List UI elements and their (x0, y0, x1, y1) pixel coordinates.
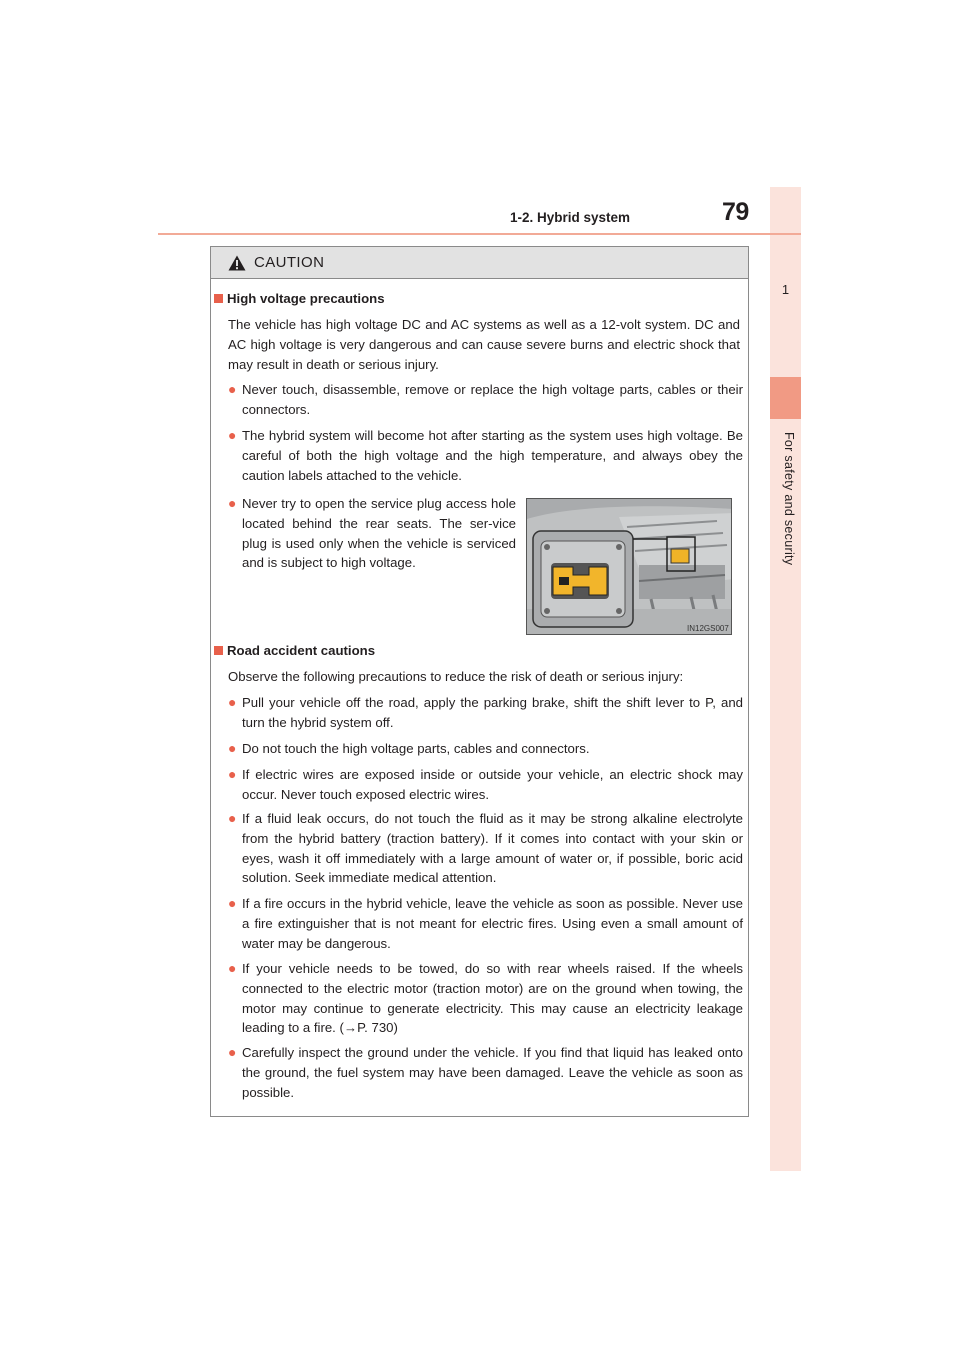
chapter-side-tab (770, 187, 801, 1171)
list-item: ● If a fire occurs in the hybrid vehicle, leave the vehicle as soon as possible. Never use a fire extinguisher that is not meant for electric fires. Using even a small amount of water may be dangerous. (228, 895, 743, 951)
bullet-dot-icon: ● (228, 694, 237, 710)
list-item: ● Do not touch the high voltage parts, cables and connectors. (228, 739, 743, 759)
heading-high-voltage: High voltage precautions (214, 289, 385, 309)
chapter-title: For safety and security (782, 432, 796, 566)
caution-header (211, 247, 748, 279)
high-voltage-intro: The vehicle has high voltage DC and AC systems as well as a 12-volt system. DC and AC high voltage is very dangerous and can cause severe burns and electric shock that may result in death or serious injury. (228, 317, 740, 372)
list-item: ● Pull your vehicle off the road, apply the parking brake, shift the shift lever to P, and turn the hybrid system off. (228, 694, 743, 730)
list-item: ● Never touch, disassemble, remove or replace the high voltage parts, cables or their connectors. (228, 381, 743, 417)
bullet-dot-icon: ● (228, 740, 237, 756)
list-item: ● If a fluid leak occurs, do not touch the fluid as it may be strong alkaline electrolyte from the hybrid battery (traction battery). If it comes into contact with your skin or eyes, wash it off immediately with a large amount of water or, if possible, boric acid solution. Seek immediate medical attention. (228, 810, 743, 886)
square-bullet-icon (214, 646, 223, 655)
caution-title: CAUTION (254, 254, 325, 271)
page-number: 79 (722, 198, 749, 226)
road-accident-intro: Observe the following precautions to reduce the risk of death or serious injury: (228, 669, 684, 684)
section-title: 1-2. Hybrid system (510, 210, 631, 225)
list-item: ● If your vehicle needs to be towed, do so with rear wheels raised. If the wheels connected to the electric motor (traction motor) are on the ground when towing, the motor may continue to generate electricity. This may cause an electricity leakage leading to a fire. (→P. 730) (228, 960, 743, 1036)
bullet-dot-icon: ● (228, 810, 237, 826)
bullet-dot-icon: ● (228, 495, 237, 511)
bullet-dot-icon: ● (228, 1044, 237, 1060)
square-bullet-icon (214, 294, 223, 303)
heading-road-accident: Road accident cautions (214, 641, 375, 661)
bullet-dot-icon: ● (228, 381, 237, 397)
header-rule (158, 233, 801, 235)
list-item: ● Never try to open the service plug access hole located behind the rear seats. The ser-vice plug is used only when the vehicle is serviced and is subject to high voltage. (228, 495, 516, 571)
bullet-dot-icon: ● (228, 960, 237, 976)
list-item: ● Carefully inspect the ground under the vehicle. If you find that liquid has leaked onto the ground, the fuel system may have been damaged. Leave the vehicle as soon as possible. (228, 1044, 743, 1100)
chapter-number: 1 (781, 282, 790, 297)
list-item: ● The hybrid system will become hot after starting as the system uses high voltage. Be careful of both the high voltage and the high temperature, and always obey the caution labels attached to the vehicle. (228, 427, 743, 483)
chapter-marker (770, 377, 801, 419)
warning-icon (228, 255, 246, 271)
bullet-dot-icon: ● (228, 427, 237, 443)
bullet-dot-icon: ● (228, 766, 237, 782)
bullet-dot-icon: ● (228, 895, 237, 911)
service-plug-illustration (526, 498, 732, 635)
list-item: ● If electric wires are exposed inside or outside your vehicle, an electric shock may occur. Never touch exposed electric wires. (228, 766, 743, 802)
illustration-code: IN12GS007 (687, 624, 729, 633)
